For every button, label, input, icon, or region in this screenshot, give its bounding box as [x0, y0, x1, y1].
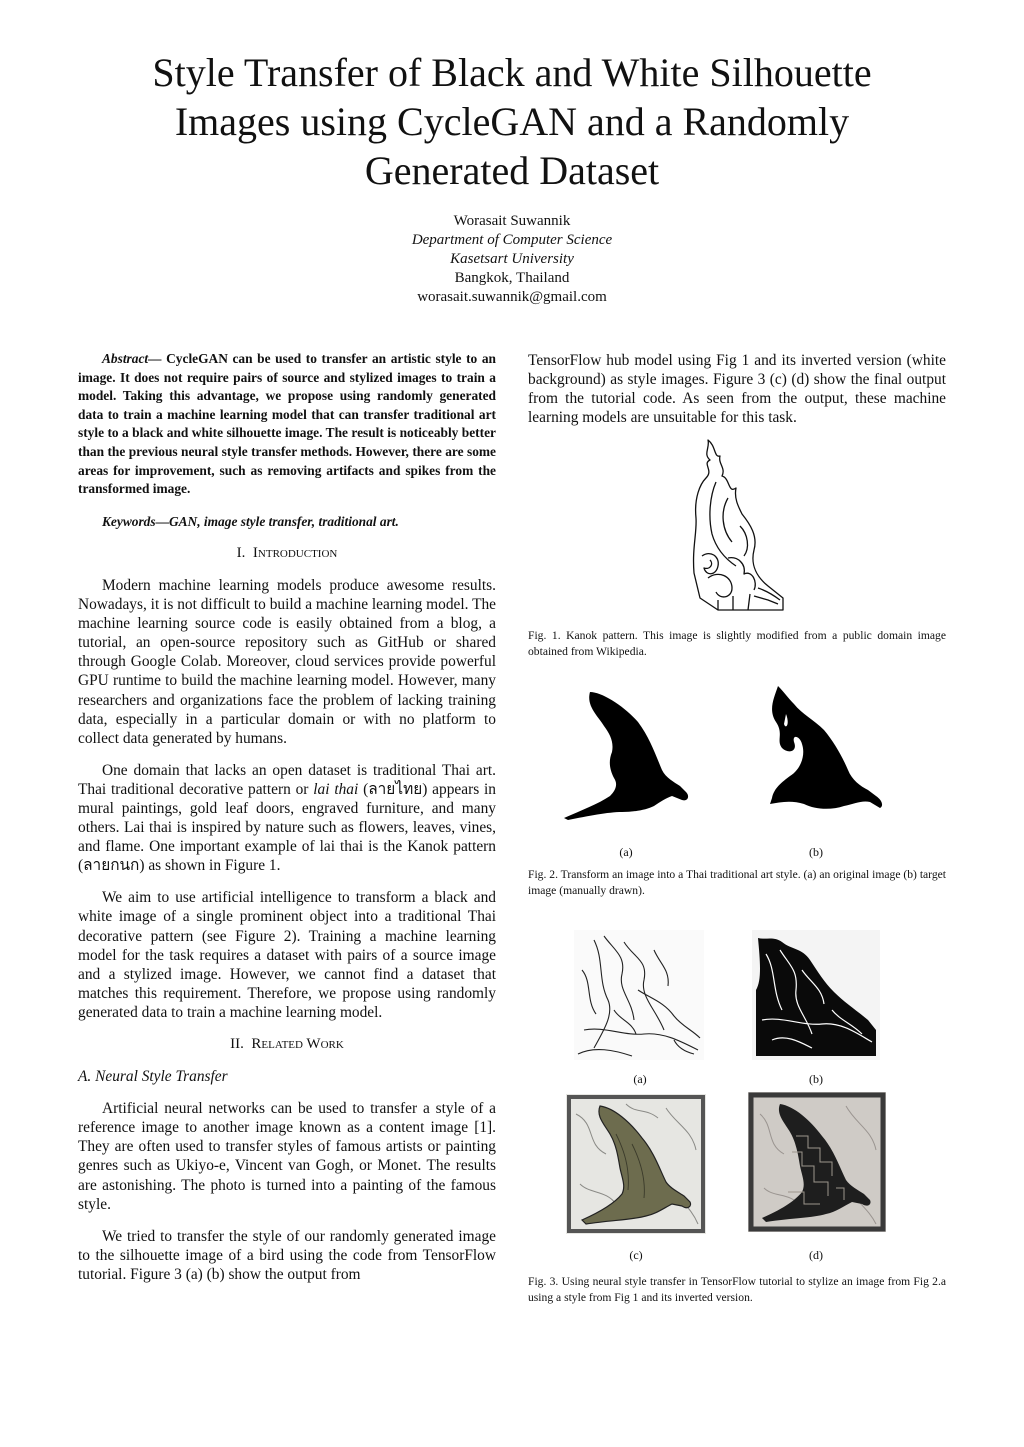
subsection-heading: A. Neural Style Transfer	[78, 1068, 228, 1086]
paragraph-related-1: Artificial neural networks can be used to transfer a style of a reference image to another image known as a content image [1]. They are often used to transfer styles of famous artists or painting genres such as Ukiyo-e, Vincent van Gogh, or Monet. The results are astonishing. The photo is turned into a painting of the famous style.	[78, 1100, 496, 1213]
figure-2a-label: (a)	[619, 845, 633, 859]
figure-3b-label: (b)	[809, 1072, 823, 1086]
figure-2a-image	[562, 686, 702, 826]
bird-silhouette-original	[562, 686, 702, 826]
style-output-d	[748, 1092, 886, 1232]
style-output-b	[752, 930, 880, 1060]
figure-3d-image	[748, 1092, 886, 1232]
abstract	[78, 350, 496, 499]
kanok-pattern-drawing	[688, 438, 788, 616]
author-block	[312, 212, 712, 307]
figure-1-caption: Fig. 1. Kanok pattern. This image is slightly modified from a public domain image obtained from Wikipedia.	[528, 629, 946, 658]
figure-3a-image	[574, 930, 704, 1060]
style-output-a	[574, 930, 704, 1060]
section-heading-related-work	[78, 1035, 496, 1054]
abstract-text: CycleGAN can be used to transfer an artistic style to an image. It does not require pairs of source and stylized images to train a model. Taking this advantage, we propose using randomly generated data to train a machine learning model that can transfer traditional art style to a black and white silhouette image. The result is noticeably better than the previous neural style transfer methods. However, there are some areas for improvement, such as removing artifacts and spikes from the transformed image.	[78, 351, 496, 497]
author-department: Department of Computer Science	[411, 232, 613, 248]
left-column	[78, 350, 496, 1297]
figure-2b-label: (b)	[809, 845, 823, 859]
bird-silhouette-target	[756, 684, 886, 824]
paragraph-intro-1: Modern machine learning models produce awesome results. Nowadays, it is not difficult to build a machine learning model. The machine learning source code is easily obtained from a blog, a tutorial, an open-source repository such as GitHub or shared through Google Colab. Moreover, cloud services provide powerful GPU runtime to build the machine learning model. However, many researchers and organizations face the problem of lacking training data, especially in a particular domain or with no platform to collect data generated by humans.	[78, 576, 496, 747]
section-heading-introduction	[78, 544, 496, 563]
section-number: II.	[230, 1036, 244, 1052]
paragraph-related-2: We tried to transfer the style of our randomly generated image to the silhouette image of a bird using the code from TensorFlow tutorial. Figure 3 (a) (b) show the output from	[78, 1227, 496, 1283]
author-email: worasait.suwannik@gmail.com	[417, 289, 607, 305]
intro2-italic: lai thai	[313, 780, 359, 798]
author-name: Worasait Suwannik	[453, 213, 571, 229]
intro2-text-b: (ลายไทย) appears in mural paintings, gold leaf doors, engraved furniture, and many others. Lai thai is inspired by nature such as flowers, leaves, vines, and flame. One important example of lai thai is the Kanok pattern (ลายกนก) as shown in Figure 1.	[78, 780, 496, 875]
figure-2b-image	[756, 684, 886, 824]
figure-2-caption: Fig. 2. Transform an image into a Thai traditional art style. (a) an original image (b) target image (manually drawn).	[528, 868, 946, 897]
figure-3d-label: (d)	[809, 1248, 823, 1262]
paragraph-intro-2	[78, 761, 496, 876]
paper-title: Style Transfer of Black and White Silhouette Images using CycleGAN and a Randomly Generated Dataset	[152, 50, 872, 193]
keywords: Keywords—GAN, image style transfer, traditional art.	[102, 513, 399, 529]
author-university: Kasetsart University	[450, 251, 574, 267]
section-title: Introduction	[252, 544, 338, 561]
right-column	[528, 351, 946, 440]
paragraph-right-1: TensorFlow hub model using Fig 1 and its inverted version (white background) as style images. Figure 3 (c) (d) show the final output from the tutorial code. As seen from the output, these machine learning models are unsuitable for this task.	[528, 352, 946, 427]
figure-3a-label: (a)	[633, 1072, 647, 1086]
style-output-c	[566, 1094, 706, 1234]
abstract-label: Abstract—	[102, 351, 162, 366]
paragraph-intro-3: We aim to use artificial intelligence to transform a black and white image of a single prominent object into a traditional Thai decorative pattern (see Figure 2). Training a machine learning model for the task requires a dataset with pairs of a source image and a stylized image. However, we cannot find a dataset that matches this requirement. Therefore, we propose using randomly generated data to train a machine learning model.	[78, 889, 496, 1021]
figure-3c-label: (c)	[629, 1248, 643, 1262]
figure-3b-image	[752, 930, 880, 1060]
figure-1-image	[688, 438, 788, 616]
figure-3c-image	[566, 1094, 706, 1234]
section-number: I.	[236, 544, 246, 561]
figure-3-caption: Fig. 3. Using neural style transfer in TensorFlow tutorial to stylize an image from Fig 2.a using a style from Fig 1 and its inverted version.	[528, 1275, 946, 1304]
intro2-text-a: One domain that lacks an open dataset is traditional Thai art. Thai traditional decorative pattern or	[78, 761, 496, 798]
author-location: Bangkok, Thailand	[454, 270, 570, 286]
section-title: Related Work	[251, 1036, 344, 1052]
